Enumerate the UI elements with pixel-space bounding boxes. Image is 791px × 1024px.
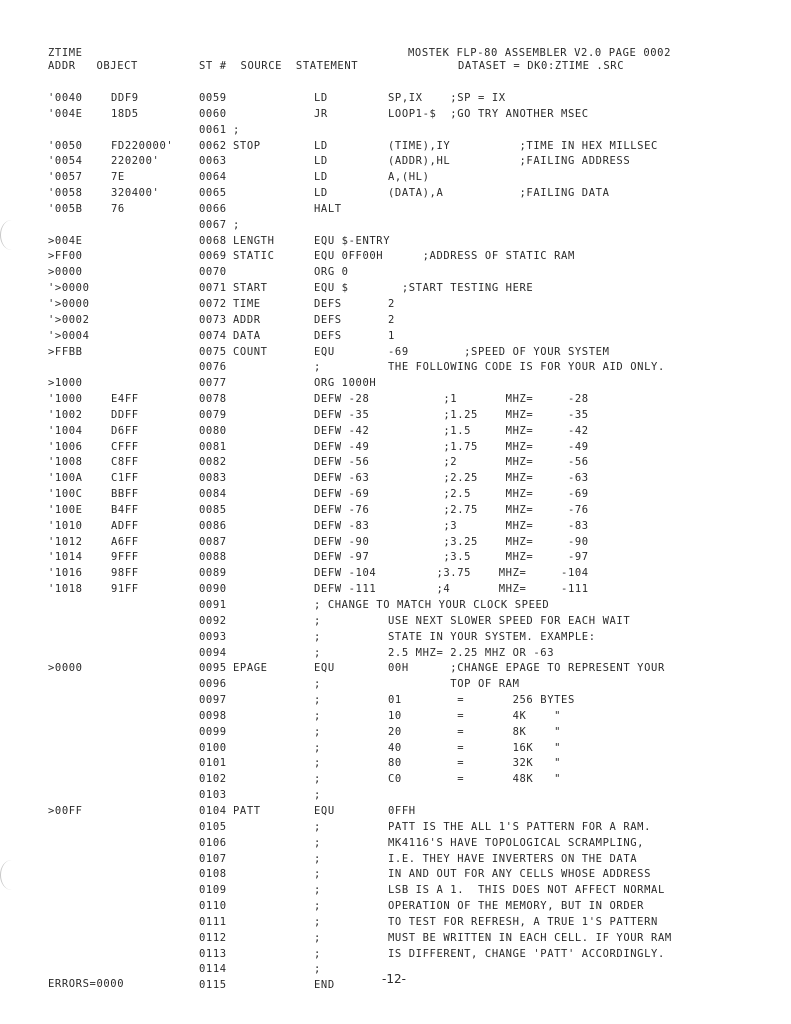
column-header-source: ST # SOURCE STATEMENT [199,60,359,72]
line-st: 0084 [199,488,227,501]
line-st: 0079 [199,408,227,421]
line-obj: 320400' [111,187,160,200]
listing-line [0,440,791,456]
line-rest: MK4116'S HAVE TOPOLOGICAL SCRAMPLING, [388,836,645,849]
listing-line [0,693,791,709]
line-lbl: DATA [233,329,261,342]
line-addr: >004E [48,234,83,247]
line-op: DEFW -97 [314,551,370,564]
listing-line [0,313,791,329]
listing-line [0,329,791,345]
line-st: 0061 [199,123,227,136]
line-op: EQU $-ENTRY [314,234,391,247]
line-op: DEFW -90 [314,535,370,548]
line-st: 0074 [199,329,227,342]
listing-line [0,249,791,265]
line-rest: TOP OF RAM [388,678,520,691]
line-op: DEFS [314,329,342,342]
line-st: 0099 [199,725,227,738]
listing-line [0,836,791,852]
line-st: 0072 [199,297,227,310]
scan-mark [0,860,23,890]
line-rest: MUST BE WRITTEN IN EACH CELL. IF YOUR RAM [388,931,672,944]
line-st: 0098 [199,709,227,722]
line-addr: >0000 [48,662,83,675]
line-st: 0062 [199,139,227,152]
line-st: 0094 [199,646,227,659]
line-op: ; [314,900,321,913]
line-addr: '>0002 [48,313,90,326]
line-obj: C1FF [111,472,139,485]
line-obj: 98FF [111,567,139,580]
line-obj: A6FF [111,535,139,548]
line-obj: 9FFF [111,551,139,564]
line-obj: 220200' [111,155,160,168]
listing-line [0,170,791,186]
line-addr: >1000 [48,377,83,390]
line-lbl: COUNT [233,345,268,358]
line-lbl: STOP [233,139,261,152]
line-op: ; [314,947,321,960]
listing-line [0,756,791,772]
line-rest: 40 = 16K " [388,741,562,754]
line-rest: A,(HL) [388,171,430,184]
line-lbl: PATT [233,804,261,817]
line-addr: '1008 [48,456,83,469]
line-op: DEFW -28 [314,393,370,406]
line-addr: >00FF [48,804,83,817]
line-st: 0093 [199,630,227,643]
listing-line [0,392,791,408]
line-op: EQU [314,662,335,675]
line-st: 0080 [199,424,227,437]
line-addr: '0040 [48,92,83,104]
listing-line [0,139,791,155]
line-st: 0076 [199,361,227,374]
line-rest: -69 ;SPEED OF YOUR SYSTEM [388,345,610,358]
line-op: ; [314,741,321,754]
line-op: DEFW -42 [314,424,370,437]
line-addr: '0057 [48,171,83,184]
listing-line [0,788,791,804]
line-op: ; [314,868,321,881]
line-rest: 2 [388,313,395,326]
listing-line [0,883,791,899]
line-rest: (ADDR),HL ;FAILING ADDRESS [388,155,631,168]
listing-line [0,487,791,503]
line-rest: (TIME),IY ;TIME IN HEX MILLSEC [388,139,658,152]
line-op: LD [314,92,328,104]
line-addr: '1010 [48,519,83,532]
line-addr: '100A [48,472,83,485]
listing-line [0,820,791,836]
listing-line [0,360,791,376]
line-obj: DDFF [111,408,139,421]
line-op: HALT [314,202,342,215]
line-st: 0063 [199,155,227,168]
line-obj: 76 [111,202,125,215]
line-rest: TO TEST FOR REFRESH, A TRUE 1'S PATTERN [388,915,658,928]
line-st: 0066 [199,202,227,215]
line-op: ; [314,836,321,849]
line-st: 0100 [199,741,227,754]
line-op: DEFS [314,297,342,310]
listing-line [0,297,791,313]
line-obj: DDF9 [111,92,139,104]
line-obj: CFFF [111,440,139,453]
line-rest: ;3.25 MHZ= -90 [388,535,589,548]
listing-line [0,566,791,582]
line-addr: '>0000 [48,282,90,295]
line-op: ; [314,773,321,786]
listing-line [0,186,791,202]
line-addr: >0000 [48,266,83,279]
listing-line [0,154,791,170]
line-st: 0082 [199,456,227,469]
line-st: 0096 [199,678,227,691]
listing-line [0,503,791,519]
line-rest: USE NEXT SLOWER SPEED FOR EACH WAIT [388,614,631,627]
listing-line [0,107,791,123]
line-op: ; [314,963,321,976]
line-lbl: STATIC [233,250,275,263]
line-lbl: ADDR [233,313,261,326]
listing-line [0,535,791,551]
listing-line [0,424,791,440]
line-st: 0105 [199,820,227,833]
line-st: 0112 [199,931,227,944]
line-rest: 10 = 4K " [388,709,562,722]
line-st: 0113 [199,947,227,960]
line-rest: ;2 MHZ= -56 [388,456,589,469]
listing-line [0,265,791,281]
line-op: ; [314,630,321,643]
listing-line [0,123,791,139]
line-op: ; [314,931,321,944]
line-rest: 2.5 MHZ= 2.25 MHZ OR -63 [388,646,555,659]
line-addr: '1000 [48,393,83,406]
line-op: END [314,979,335,992]
line-rest: C0 = 48K " [388,773,562,786]
line-rest: OPERATION OF THE MEMORY, BUT IN ORDER [388,900,645,913]
line-st: 0068 [199,234,227,247]
line-rest: 01 = 256 BYTES [388,694,575,707]
line-op: EQU $ [314,282,349,295]
line-addr: '1014 [48,551,83,564]
line-rest: ;2.25 MHZ= -63 [388,472,589,485]
line-op: DEFW -83 [314,519,370,532]
listing-line [0,281,791,297]
listing-line [0,772,791,788]
line-st: 0104 [199,804,227,817]
listing-line [0,455,791,471]
line-rest: ;2.5 MHZ= -69 [388,488,589,501]
page-number: -12- [382,972,406,986]
line-rest: IN AND OUT FOR ANY CELLS WHOSE ADDRESS [388,868,652,881]
line-op: ORG 1000H [314,377,377,390]
line-op: DEFW -69 [314,488,370,501]
line-rest: ;1.5 MHZ= -42 [388,424,589,437]
line-st: 0070 [199,266,227,279]
listing-line [0,234,791,250]
line-op: ; [314,614,321,627]
column-header-addr-object: ADDR OBJECT [48,60,138,72]
listing-line [0,867,791,883]
line-rest: ;1 MHZ= -28 [388,393,589,406]
line-rest: ;1.75 MHZ= -49 [388,440,589,453]
line-st: 0083 [199,472,227,485]
listing-line [0,804,791,820]
line-rest: ;4 MHZ= -111 [388,583,589,596]
line-op: ; [314,694,321,707]
line-addr: '>0004 [48,329,90,342]
line-lbl: LENGTH [233,234,275,247]
line-lbl: ; [233,218,240,231]
assembler-title: MOSTEK FLP-80 ASSEMBLER V2.0 PAGE 0002 [408,47,672,59]
listing-line [0,931,791,947]
line-rest: LOOP1-$ ;GO TRY ANOTHER MSEC [388,107,589,120]
listing-line [0,915,791,931]
line-st: 0086 [199,519,227,532]
line-rest: ;1.25 MHZ= -35 [388,408,589,421]
listing-line [0,519,791,535]
listing-line [0,947,791,963]
listing-line [0,408,791,424]
line-rest: ;2.75 MHZ= -76 [388,503,589,516]
line-st: 0075 [199,345,227,358]
line-st: 0111 [199,915,227,928]
line-st: 0087 [199,535,227,548]
line-addr: '1012 [48,535,83,548]
line-rest: IS DIFFERENT, CHANGE 'PATT' ACCORDINGLY. [388,947,665,960]
line-st: 0078 [199,393,227,406]
listing-line [0,471,791,487]
line-op: DEFW -104 [314,567,377,580]
line-rest: STATE IN YOUR SYSTEM. EXAMPLE: [388,630,596,643]
line-st: 0092 [199,614,227,627]
line-st: 0069 [199,250,227,263]
line-st: 0101 [199,757,227,770]
line-addr: >FF00 [48,250,83,263]
line-rest: 20 = 8K " [388,725,562,738]
line-addr: '1004 [48,424,83,437]
line-op: ; [314,884,321,897]
line-addr: '1018 [48,583,83,596]
line-op: DEFW -63 [314,472,370,485]
error-count: ERRORS=0000 [48,978,125,990]
line-op: DEFW -111 [314,583,377,596]
line-st: 0067 [199,218,227,231]
line-op: ; [314,678,321,691]
listing-line [0,598,791,614]
line-addr: >FFBB [48,345,83,358]
line-lbl: TIME [233,297,261,310]
line-st: 0090 [199,583,227,596]
line-rest: LSB IS A 1. THIS DOES NOT AFFECT NORMAL [388,884,665,897]
listing-line [0,899,791,915]
line-st: 0115 [199,979,227,992]
listing-line [0,741,791,757]
scan-mark [0,220,23,250]
line-op: ; [314,361,321,374]
line-op: LD [314,139,328,152]
listing-line [0,630,791,646]
line-st: 0106 [199,836,227,849]
line-obj: 7E [111,171,125,184]
line-st: 0073 [199,313,227,326]
line-op: EQU [314,804,335,817]
line-addr: '0054 [48,155,83,168]
listing-line [0,582,791,598]
line-obj: E4FF [111,393,139,406]
line-st: 0109 [199,884,227,897]
line-rest: (DATA),A ;FAILING DATA [388,187,610,200]
line-addr: '005B [48,202,83,215]
line-addr: '>0000 [48,297,90,310]
line-st: 0060 [199,107,227,120]
line-obj: BBFF [111,488,139,501]
listing-line [0,345,791,361]
line-op: ; [314,725,321,738]
listing-line [0,202,791,218]
line-obj: 18D5 [111,107,139,120]
line-rest: ;ADDRESS OF STATIC RAM [388,250,575,263]
line-obj: C8FF [111,456,139,469]
line-rest: SP,IX ;SP = IX [388,92,506,104]
line-obj: 91FF [111,583,139,596]
line-op: ; [314,852,321,865]
line-op: DEFS [314,313,342,326]
assembly-listing [0,91,791,994]
line-op: LD [314,155,328,168]
line-lbl: START [233,282,268,295]
line-addr: '0050 [48,139,83,152]
line-op: ; [314,820,321,833]
listing-line [0,661,791,677]
line-st: 0114 [199,963,227,976]
line-st: 0097 [199,694,227,707]
line-op: LD [314,187,328,200]
line-obj: ADFF [111,519,139,532]
line-st: 0064 [199,171,227,184]
line-st: 0107 [199,852,227,865]
line-rest: ;START TESTING HERE [388,282,534,295]
listing-line [0,725,791,741]
line-lbl: EPAGE [233,662,268,675]
listing-line [0,550,791,566]
line-rest: I.E. THEY HAVE INVERTERS ON THE DATA [388,852,638,865]
line-addr: '100E [48,503,83,516]
line-op: JR [314,107,328,120]
line-op: ; [314,789,321,802]
line-st: 0071 [199,282,227,295]
file-name: ZTIME [48,47,83,59]
line-addr: '1006 [48,440,83,453]
listing-line [0,614,791,630]
listing-line [0,376,791,392]
line-st: 0091 [199,599,227,611]
line-op: LD [314,171,328,184]
listing-line [0,709,791,725]
line-st: 0108 [199,868,227,881]
listing-line [0,646,791,662]
line-addr: '1016 [48,567,83,580]
line-op: ORG 0 [314,266,349,279]
line-st: 0065 [199,187,227,200]
line-op: ; [314,757,321,770]
line-addr: '004E [48,107,83,120]
line-rest: PATT IS THE ALL 1'S PATTERN FOR A RAM. [388,820,652,833]
line-st: 0102 [199,773,227,786]
line-op: ; [314,646,321,659]
line-op: EQU [314,345,335,358]
line-op: ; [314,915,321,928]
line-rest: ;3 MHZ= -83 [388,519,589,532]
line-st: 0085 [199,503,227,516]
line-st: 0103 [199,789,227,802]
line-addr: '100C [48,488,83,501]
line-op: DEFW -56 [314,456,370,469]
line-op: DEFW -49 [314,440,370,453]
line-obj: FD220000' [111,139,174,152]
line-op: DEFW -76 [314,503,370,516]
line-rest: ;3.5 MHZ= -97 [388,551,589,564]
line-addr: '0058 [48,187,83,200]
listing-line [0,852,791,868]
line-obj: D6FF [111,424,139,437]
line-st: 0095 [199,662,227,675]
listing-line [0,677,791,693]
line-st: 0089 [199,567,227,580]
line-obj: B4FF [111,503,139,516]
line-st: 0110 [199,900,227,913]
line-op: EQU 0FF00H [314,250,384,263]
line-addr: '1002 [48,408,83,421]
line-rest: 00H ;CHANGE EPAGE TO REPRESENT YOUR [388,662,665,675]
line-rest: 0FFH [388,804,416,817]
dataset-label: DATASET = DK0:ZTIME .SRC [458,60,625,72]
line-st: 0059 [199,92,227,104]
line-st: 0088 [199,551,227,564]
line-rest: 80 = 32K " [388,757,562,770]
listing-line [0,218,791,234]
line-st: 0081 [199,440,227,453]
line-op: ; [314,709,321,722]
line-lbl: ; [233,123,240,136]
line-op: DEFW -35 [314,408,370,421]
listing-line [0,91,791,107]
line-op: ; CHANGE TO MATCH YOUR CLOCK SPEED [314,599,550,611]
line-st: 0077 [199,377,227,390]
line-rest: 2 [388,297,395,310]
line-rest: 1 [388,329,395,342]
line-rest: ;3.75 MHZ= -104 [388,567,589,580]
line-rest: THE FOLLOWING CODE IS FOR YOUR AID ONLY. [388,361,665,374]
